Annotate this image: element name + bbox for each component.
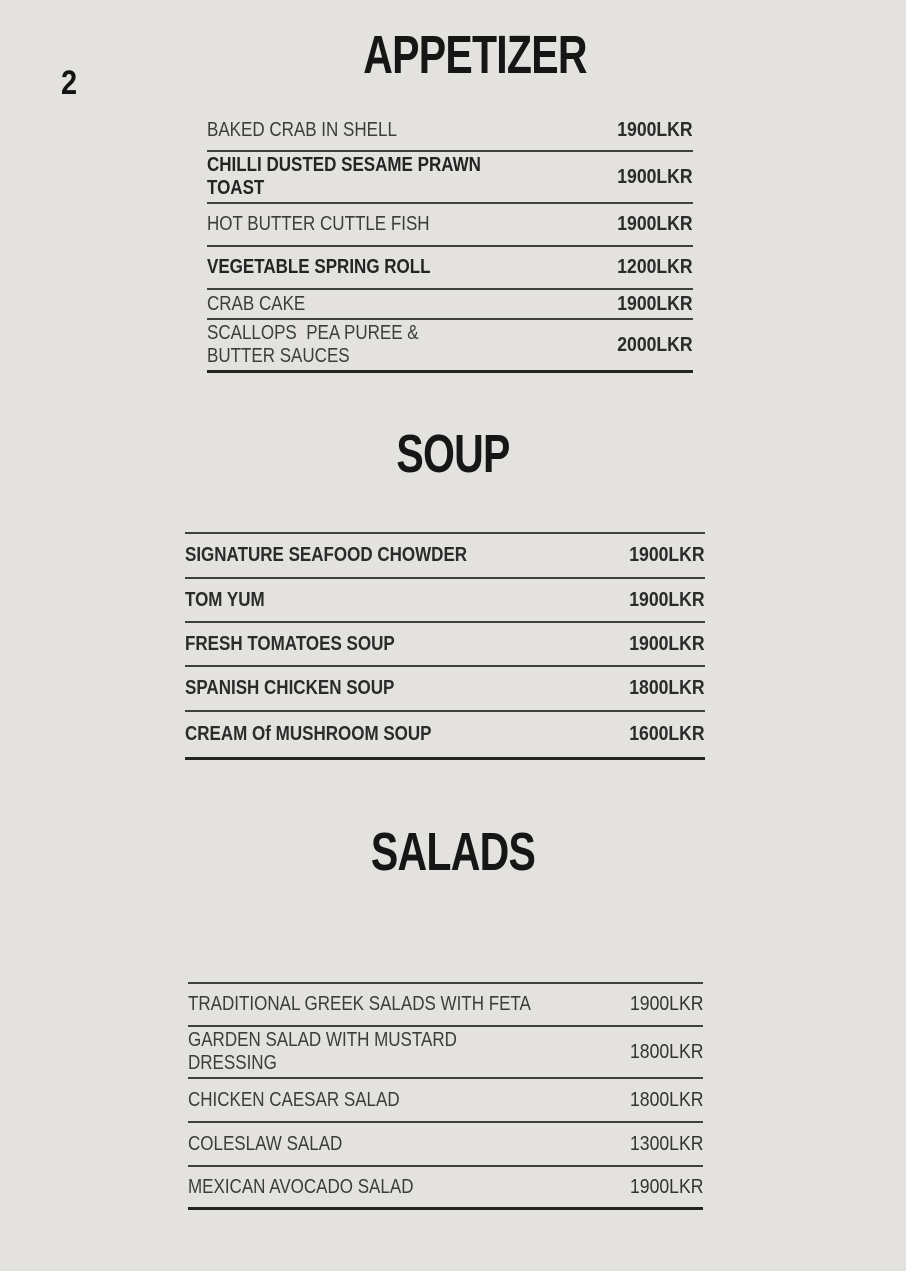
- menu-item-row: [185, 579, 705, 623]
- menu-item-row: [188, 984, 703, 1027]
- menu-item-row: [185, 534, 705, 579]
- menu-item-row: [207, 290, 693, 320]
- menu-item-row: [207, 320, 693, 373]
- menu-item-row: [188, 1027, 703, 1079]
- menu-item-row: [185, 667, 705, 712]
- menu-item-name: COLESLAW SALAD: [188, 1132, 343, 1155]
- menu-item-row: [188, 1123, 703, 1167]
- menu-item-name: FRESH TOMATOES SOUP: [185, 632, 395, 655]
- section-title-appetizer: APPETIZER: [363, 25, 587, 85]
- menu-item-price: 1300LKR: [629, 1132, 703, 1155]
- menu-item-price: 1900LKR: [629, 1175, 703, 1198]
- menu-item-name: CRAB CAKE: [207, 292, 306, 315]
- menu-item-row: [185, 623, 705, 667]
- menu-item-name: TRADITIONAL GREEK SALADS WITH FETA: [188, 993, 531, 1015]
- menu-item-price: 1900LKR: [617, 292, 693, 315]
- menu-item-price: 1900LKR: [629, 588, 705, 611]
- menu-item-name: SPANISH CHICKEN SOUP: [185, 677, 395, 699]
- menu-item-name: BAKED CRAB IN SHELL: [207, 118, 397, 141]
- section-title-soup: SOUP: [396, 424, 510, 484]
- menu-item-name: CHICKEN CAESAR SALAD: [188, 1088, 400, 1111]
- menu-item-row: [207, 152, 693, 204]
- menu-item-price: 1800LKR: [629, 677, 705, 699]
- menu-item-price: 2000LKR: [617, 333, 693, 356]
- menu-item-name: VEGETABLE SPRING ROLL: [207, 256, 431, 278]
- menu-item-name: CHILLI DUSTED SESAME PRAWN TOAST: [207, 154, 486, 199]
- menu-item-price: 1900LKR: [629, 632, 705, 655]
- menu-item-name: SCALLOPS PEA PUREE & BUTTER SAUCES: [207, 322, 424, 367]
- section-title-salads: SALADS: [370, 822, 536, 882]
- menu-item-price: 1200LKR: [617, 256, 693, 278]
- menu-item-row: [207, 204, 693, 247]
- menu-item-row: [188, 1167, 703, 1210]
- menu-item-name: MEXICAN AVOCADO SALAD: [188, 1175, 414, 1198]
- menu-item-row: [207, 247, 693, 290]
- menu-item-name: HOT BUTTER CUTTLE FISH: [207, 213, 430, 235]
- menu-item-price: 1800LKR: [629, 1088, 703, 1111]
- menu-item-price: 1900LKR: [629, 544, 705, 566]
- soup-item-list: [185, 532, 705, 760]
- salads-item-list: [188, 982, 703, 1210]
- appetizer-item-list: [207, 110, 693, 373]
- menu-item-price: 1900LKR: [617, 213, 693, 235]
- page-number: 2: [61, 64, 77, 102]
- menu-item-name: CREAM Of MUSHROOM SOUP: [185, 723, 432, 745]
- menu-item-price: 1800LKR: [629, 1040, 703, 1063]
- menu-item-row: [185, 712, 705, 760]
- menu-item-name: SIGNATURE SEAFOOD CHOWDER: [185, 544, 468, 566]
- menu-item-name: GARDEN SALAD WITH MUSTARD DRESSING: [188, 1029, 462, 1074]
- menu-item-row: [207, 110, 693, 152]
- menu-item-price: 1600LKR: [629, 723, 705, 745]
- menu-item-price: 1900LKR: [629, 993, 703, 1015]
- menu-item-price: 1900LKR: [617, 165, 693, 188]
- menu-item-row: [188, 1079, 703, 1123]
- menu-item-price: 1900LKR: [617, 118, 693, 141]
- menu-item-name: TOM YUM: [185, 588, 265, 611]
